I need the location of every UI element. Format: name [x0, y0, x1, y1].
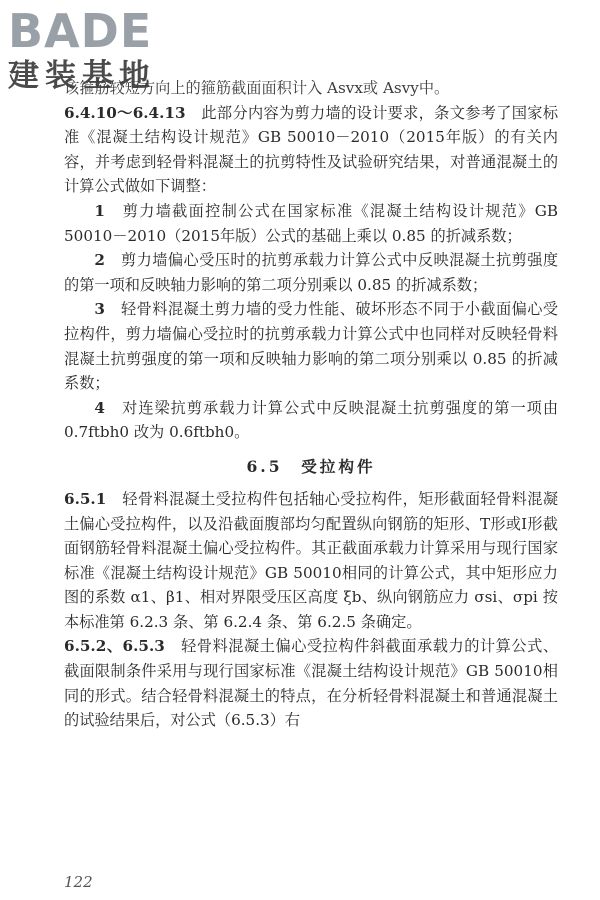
clause-6-4-10	[64, 101, 558, 199]
item-number: 1	[94, 201, 105, 220]
logo-subtitle: 建装基地	[8, 58, 156, 94]
page-number: 122	[64, 873, 93, 891]
document-body	[64, 76, 558, 733]
section-heading: 6.5 受拉构件	[246, 456, 376, 476]
clause-text: 轻骨料混凝土偏心受拉构件斜截面承载力的计算公式、截面限制条件采用与现行国家标准《混凝土结构设计规范》GB 50010相同的形式。结合轻骨料混凝土的特点，在分析轻骨料混凝土和普通混凝土的试验结果后，对公式（6.5.3）右	[64, 637, 559, 730]
continued-paragraph: 该箍筋较短方向上的箍筋截面面积计入 Asvx或 Asvy中。	[64, 79, 450, 97]
list-item	[64, 297, 558, 395]
item-number: 3	[94, 300, 105, 319]
clause-number: 6.4.10～6.4.13	[64, 103, 186, 122]
clause-6-5-1	[64, 487, 558, 635]
logo-wordmark: BADE	[8, 4, 153, 58]
list-item	[64, 396, 558, 445]
item-text: 轻骨料混凝土剪力墙的受力性能、破坏形态不同于小截面偏心受拉构件，剪力墙偏心受拉时的抗剪承载力计算公式中也同样对反映轻骨料混凝土抗剪强度的第一项和反映轴力影响的第二项分别乘以 0.85 的折减系数；	[64, 300, 559, 393]
list-item	[64, 199, 558, 248]
item-text: 剪力墙截面控制公式在国家标准《混凝土结构设计规范》GB 50010－2010（2015年版）公式的基础上乘以 0.85 的折减系数；	[64, 201, 559, 245]
item-text: 对连梁抗剪承载力计算公式中反映混凝土抗剪强度的第一项由 0.7ftbh0 改为 0.6ftbh0。	[64, 398, 558, 442]
clause-number: 6.5.2、6.5.3	[64, 637, 165, 656]
clause-text: 此部分内容为剪力墙的设计要求，条文参考了国家标准《混凝土结构设计规范》GB 50010－2010（2015年版）的有关内容，并考虑到轻骨料混凝土的抗剪特性及试验研究结果，对普通混凝土的计算公式做如下调整：	[64, 103, 559, 196]
clause-number: 6.5.1	[64, 489, 107, 508]
clause-6-5-2	[64, 634, 558, 732]
clause-text: 轻骨料混凝土受拉构件包括轴心受拉构件，矩形截面轻骨料混凝土偏心受拉构件，以及沿截面腹部均匀配置纵向钢筋的矩形、T形或I形截面钢筋轻骨料混凝土偏心受拉构件。其正截面承载力计算采用与现行国家标准《混凝土结构设计规范》GB 50010相同的计算公式，其中矩形应力图的系数 α1、β1、相对界限受压区高度 ξb、纵向钢筋应力 σsi、σpi 按本标准第 6.2.3 条、第 6.2.4 条、第 6.2.5 条确定。	[64, 489, 559, 631]
item-number: 4	[94, 398, 105, 417]
item-number: 2	[94, 251, 105, 270]
list-item	[64, 248, 558, 297]
item-text: 剪力墙偏心受压时的抗剪承载力计算公式中反映混凝土抗剪强度的第一项和反映轴力影响的第二项分别乘以 0.85 的折减系数；	[64, 251, 559, 294]
